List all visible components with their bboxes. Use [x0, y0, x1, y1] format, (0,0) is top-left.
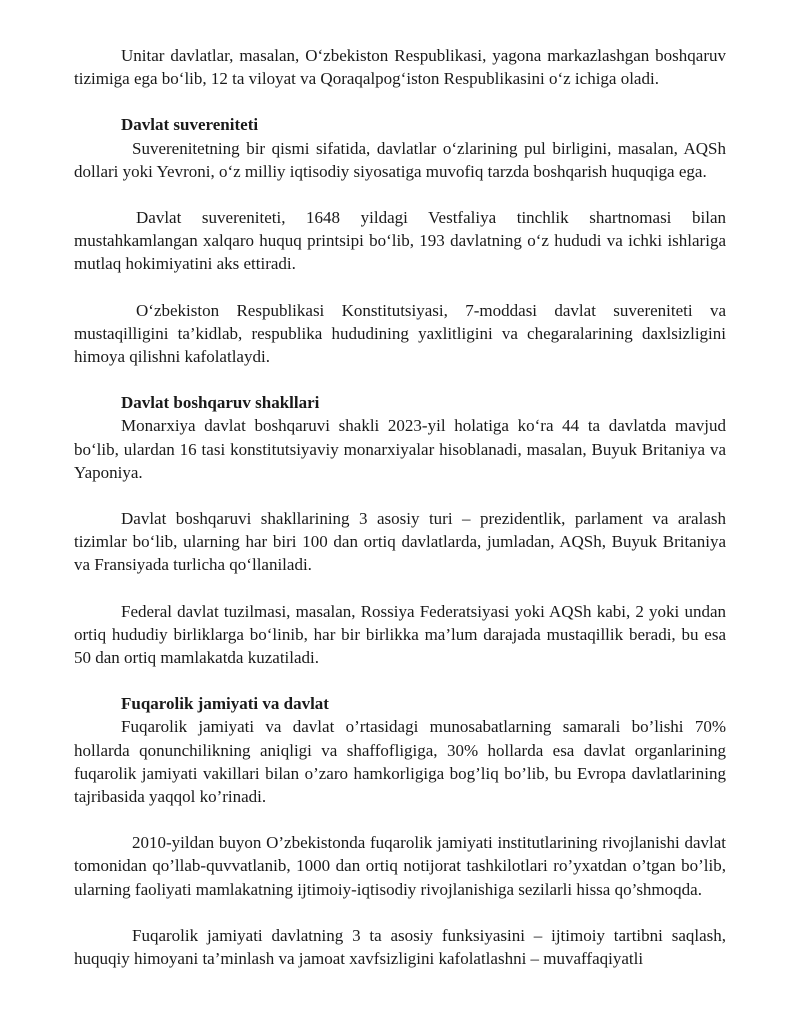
paragraph-constitution-article-7: O‘zbekiston Respublikasi Konstitutsiyasi, 7-moddasi davlat suvereniteti va mustaqilligini ta’kidlab, respublika hududining yaxlitligini va chegaralarining daxlsizligini himoya qilishni kafolatlaydi.: [74, 300, 726, 367]
paragraph-ngo-development: 2010-yildan buyon O’zbekistonda fuqarolik jamiyati institutlarining rivojlanishi davlat tomonidan qo’llab-quvvatlanib, 1000 dan ortiq notijorat tashkilotlari ro’yxatdan o’tgan bo’lib, ularning faoliyati mamlakatning ijtimoiy-iqtisodiy rivojlanishiga sezilarli hissa qo’shmoqda.: [74, 833, 726, 899]
paragraph-civil-society-relations: Fuqarolik jamiyati va davlat o’rtasidagi munosabatlarning samarali bo’lishi 70% hollarda qonunchilikning aniqligi va shaffofligiga, 30% hollarda esa davlat organlarining fuqarolik jamiyati vakillari bilan o’zaro hamkorligiga bog’liq bo’lib, bu Evropa davlatlarining tajribasida yaqqol ko’rinadi.: [74, 717, 726, 807]
document-page: [74, 44, 726, 970]
paragraph-currency-sovereignty: Suverenitetning bir qismi sifatida, davlatlar o‘zlarining pul birligini, masalan, AQSh dollari yoki Yevroni, o‘z milliy iqtisodiy siyosatiga muvofiq tarzda boshqarish huquqiga ega.: [74, 138, 726, 181]
paragraph-government-types: Davlat boshqaruvi shakllarining 3 asosiy turi – prezidentlik, parlament va aralash tizimlar bo‘lib, ularning har biri 100 dan ortiq davlatlarda, jumladan, AQSh, Buyuk Britaniya va Fransiyada turlicha qo‘llaniladi.: [74, 509, 726, 575]
paragraph-federal-structure: Federal davlat tuzilmasi, masalan, Rossiya Federatsiyasi yoki AQSh kabi, 2 yoki undan ortiq hududiy birliklarga bo‘linib, har bir birlikka ma’lum darajada mustaqillik beradi, bu esa 50 dan ortiq mamlakatda kuzatiladi.: [74, 601, 726, 668]
heading-forms-of-government: Davlat boshqaruv shakllari: [121, 393, 320, 413]
heading-state-sovereignty: Davlat suvereniteti: [121, 115, 259, 135]
paragraph-unitar-states: Unitar davlatlar, masalan, O‘zbekiston Respublikasi, yagona markazlashgan boshqaruv tizimiga ega bo‘lib, 12 ta viloyat va Qoraqalpog‘iston Respublikasini o‘z ichiga oladi.: [74, 46, 726, 89]
heading-civil-society: Fuqarolik jamiyati va davlat: [121, 694, 329, 714]
paragraph-monarchy: Monarxiya davlat boshqaruvi shakli 2023-yil holatiga ko‘ra 44 ta davlatda mavjud bo‘lib, ulardan 16 tasi konstitutsiyaviy monarxiyalar hisoblanadi, masalan, Buyuk Britaniya va Yaponiya.: [74, 416, 726, 482]
paragraph-westphalia: Davlat suvereniteti, 1648 yildagi Vestfaliya tinchlik shartnomasi bilan mustahkamlangan xalqaro huquq printsipi bo‘lib, 193 davlatning o‘z hududi va ichki ishlariga mutlaq hokimiyatini aks ettiradi.: [74, 208, 726, 274]
paragraph-civil-society-functions: Fuqarolik jamiyati davlatning 3 ta asosiy funksiyasini – ijtimoiy tartibni saqlash, huquqiy himoyani ta’minlash va jamoat xavfsizligini kafolatlashni – muvaffaqiyatli: [74, 925, 726, 969]
